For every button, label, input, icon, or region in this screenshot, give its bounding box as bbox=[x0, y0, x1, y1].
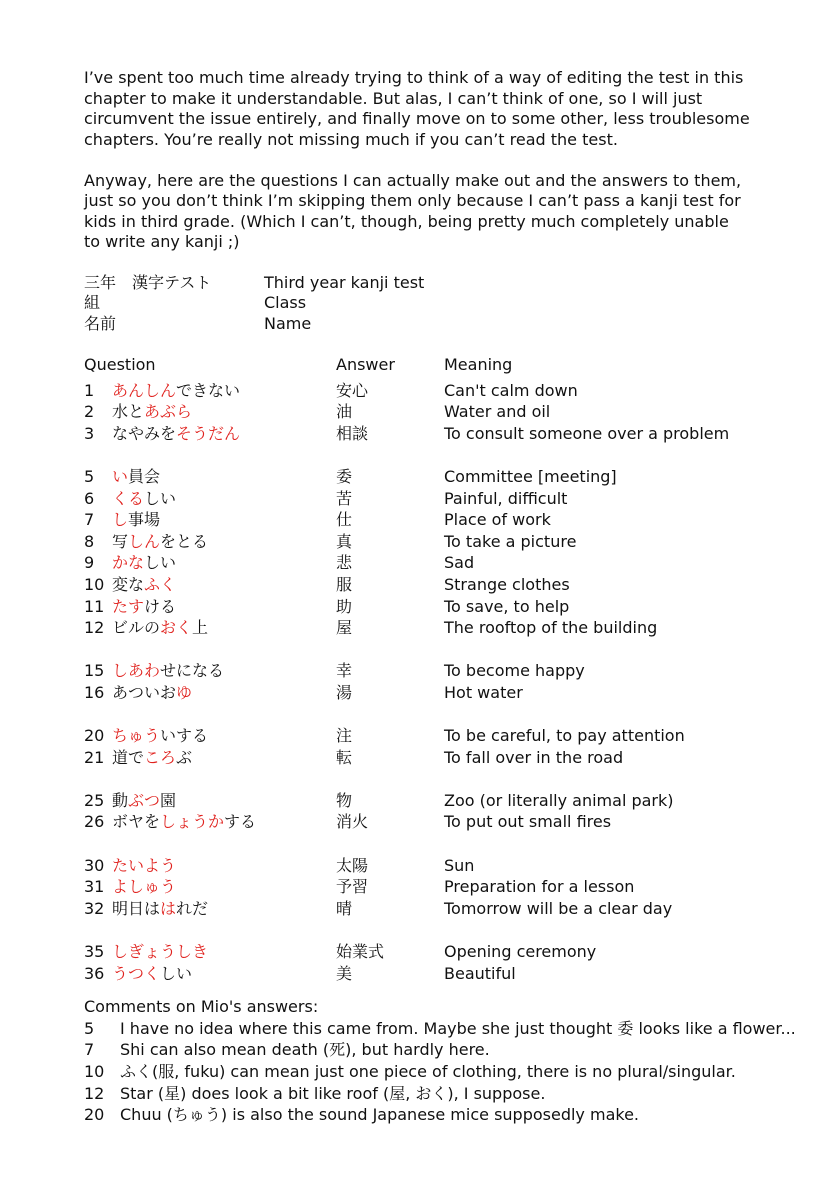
table-row bbox=[84, 790, 804, 812]
comment-number: 20 bbox=[84, 1105, 105, 1125]
answer-meaning: Beautiful bbox=[444, 963, 516, 983]
question-fixed-text: 変な bbox=[112, 574, 145, 594]
question-text bbox=[112, 466, 160, 488]
answer-kanji: 予習 bbox=[336, 877, 369, 897]
question-number: 2 bbox=[84, 402, 95, 422]
answer-kanji: 助 bbox=[336, 596, 353, 616]
answer-meaning: Strange clothes bbox=[444, 574, 570, 594]
question-text bbox=[112, 596, 176, 618]
question-blank-reading: そうだん bbox=[176, 423, 241, 443]
answer-kanji: 委 bbox=[336, 466, 353, 486]
comments-section bbox=[84, 996, 804, 1126]
question-blank-reading: ぶつ bbox=[128, 790, 161, 810]
comments-title: Comments on Mio's answers: bbox=[84, 997, 319, 1017]
document-page bbox=[84, 68, 804, 1126]
comment-item bbox=[84, 1039, 804, 1061]
answer-kanji: 真 bbox=[336, 531, 353, 551]
table-row bbox=[84, 898, 804, 920]
table-row bbox=[84, 941, 804, 963]
question-text bbox=[112, 380, 240, 402]
question-number: 7 bbox=[84, 510, 95, 530]
question-number: 11 bbox=[84, 596, 105, 616]
answer-kanji: 物 bbox=[336, 790, 353, 810]
question-text bbox=[112, 725, 208, 747]
answer-kanji: 転 bbox=[336, 747, 353, 767]
question-fixed-text: する bbox=[224, 812, 257, 832]
comment-list bbox=[84, 1018, 804, 1126]
group-spacer bbox=[84, 833, 804, 855]
comment-text: Shi can also mean death (死), but hardly here. bbox=[120, 1040, 490, 1060]
question-fixed-text: 上 bbox=[192, 618, 209, 638]
comment-text: Chuu (ちゅう) is also the sound Japanese mice supposedly make. bbox=[120, 1105, 639, 1125]
table-row bbox=[84, 963, 804, 985]
question-blank-reading: しあわ bbox=[112, 661, 161, 681]
intro-paragraph-1: I’ve spent too much time already trying to think of a way of editing the test in this chapter to make it understandable. But alas, I can’t think of one, so I will just circumvent the issue entirely, and finally move on to some other, less troublesome chapters. You’re really not missing much if you can’t read the test. bbox=[84, 68, 750, 149]
question-blank-reading: あんしん bbox=[112, 380, 177, 400]
question-number: 8 bbox=[84, 531, 95, 551]
question-number: 12 bbox=[84, 618, 105, 638]
answer-meaning: Painful, difficult bbox=[444, 488, 568, 508]
question-text bbox=[112, 574, 176, 596]
question-fixed-text: 員会 bbox=[128, 466, 161, 486]
table-row bbox=[84, 660, 804, 682]
question-number: 6 bbox=[84, 488, 95, 508]
comment-item bbox=[84, 1061, 804, 1083]
question-blank-reading: かな bbox=[112, 553, 145, 573]
question-text bbox=[112, 617, 208, 639]
comment-number: 5 bbox=[84, 1018, 95, 1038]
answer-meaning: To fall over in the road bbox=[444, 747, 624, 767]
question-blank-reading: ゆ bbox=[176, 682, 193, 702]
question-fixed-text: 道で bbox=[112, 747, 145, 767]
table-row bbox=[84, 401, 804, 423]
group-spacer bbox=[84, 768, 804, 790]
question-blank-reading: しょうか bbox=[160, 812, 225, 832]
question-fixed-text: できない bbox=[176, 380, 241, 400]
answer-kanji: 始業式 bbox=[336, 942, 385, 962]
test-header-jp: 名前 bbox=[84, 313, 117, 333]
group-spacer bbox=[84, 704, 804, 726]
question-blank-reading: あぶら bbox=[144, 402, 193, 422]
answer-kanji: 屋 bbox=[336, 618, 353, 638]
answer-kanji: 油 bbox=[336, 402, 353, 422]
comment-number: 7 bbox=[84, 1040, 95, 1060]
answer-meaning: To consult someone over a problem bbox=[444, 423, 730, 443]
question-text bbox=[112, 747, 192, 769]
comment-item bbox=[84, 1083, 804, 1105]
question-text bbox=[112, 552, 176, 574]
question-text bbox=[112, 963, 192, 985]
question-number: 1 bbox=[84, 380, 95, 400]
question-fixed-text: れだ bbox=[176, 898, 209, 918]
question-fixed-text: ビルの bbox=[112, 618, 161, 638]
answer-meaning: Preparation for a lesson bbox=[444, 877, 635, 897]
question-number: 5 bbox=[84, 466, 95, 486]
comment-text: I have no idea where this came from. Maybe she just thought 委 looks like a flower... bbox=[120, 1018, 796, 1038]
question-fixed-text: なやみを bbox=[112, 423, 177, 443]
question-text bbox=[112, 488, 176, 510]
question-blank-reading: しぎょうしき bbox=[112, 942, 209, 962]
table-row bbox=[84, 682, 804, 704]
test-header bbox=[84, 273, 804, 335]
question-text bbox=[112, 811, 256, 833]
table-header-row bbox=[84, 354, 804, 376]
group-spacer bbox=[84, 919, 804, 941]
question-blank-reading: しん bbox=[128, 531, 161, 551]
question-rows bbox=[84, 380, 804, 985]
table-row bbox=[84, 574, 804, 596]
table-row bbox=[84, 617, 804, 639]
question-text bbox=[112, 898, 208, 920]
question-number: 15 bbox=[84, 661, 105, 681]
answer-kanji: 服 bbox=[336, 574, 353, 594]
column-header-answer: Answer bbox=[336, 355, 395, 374]
test-header-jp: 三年 漢字テスト bbox=[84, 272, 212, 292]
question-number: 36 bbox=[84, 963, 105, 983]
answer-meaning: Place of work bbox=[444, 510, 551, 530]
question-fixed-text: 園 bbox=[160, 790, 177, 810]
question-fixed-text: ぶ bbox=[176, 747, 193, 767]
comment-number: 12 bbox=[84, 1083, 105, 1103]
table-row bbox=[84, 380, 804, 402]
question-fixed-text: 写 bbox=[112, 531, 129, 551]
answer-meaning: To put out small fires bbox=[444, 812, 612, 832]
table-row bbox=[84, 509, 804, 531]
answer-kanji: 消火 bbox=[336, 812, 369, 832]
table-row bbox=[84, 811, 804, 833]
question-number: 3 bbox=[84, 423, 95, 443]
answer-meaning: To take a picture bbox=[444, 531, 577, 551]
answer-kanji: 安心 bbox=[336, 380, 369, 400]
question-blank-reading: い bbox=[112, 466, 129, 486]
question-fixed-text: しい bbox=[160, 963, 193, 983]
question-text bbox=[112, 855, 176, 877]
question-fixed-text: をとる bbox=[160, 531, 209, 551]
question-text bbox=[112, 660, 224, 682]
question-number: 10 bbox=[84, 574, 105, 594]
comment-item bbox=[84, 1018, 804, 1040]
question-fixed-text: せになる bbox=[160, 661, 225, 681]
question-blank-reading: おく bbox=[160, 618, 193, 638]
column-header-meaning: Meaning bbox=[444, 355, 513, 374]
table-row bbox=[84, 855, 804, 877]
table-row bbox=[84, 596, 804, 618]
test-header-jp: 組 bbox=[84, 293, 101, 312]
table-row bbox=[84, 725, 804, 747]
question-blank-reading: たいよう bbox=[112, 855, 177, 875]
comment-text: Star (星) does look a bit like roof (屋, おく), I suppose. bbox=[120, 1083, 546, 1103]
column-header-question: Question bbox=[84, 355, 156, 374]
question-fixed-text: しい bbox=[144, 553, 177, 573]
table-row bbox=[84, 466, 804, 488]
question-fixed-text: ボヤを bbox=[112, 812, 161, 832]
answer-meaning: Can't calm down bbox=[444, 380, 578, 400]
answer-kanji: 晴 bbox=[336, 898, 353, 918]
question-blank-reading: し bbox=[112, 510, 129, 530]
intro-paragraph-2: Anyway, here are the questions I can actually make out and the answers to them, just so you don’t think I’m skipping them only because I can’t pass a kanji test for kids in third grade. (Which I can’t, though, being pretty much completely unable to write any kanji ;) bbox=[84, 170, 742, 251]
answer-meaning: Sun bbox=[444, 855, 475, 875]
test-header-row bbox=[84, 273, 804, 294]
question-text bbox=[112, 790, 176, 812]
answer-meaning: Tomorrow will be a clear day bbox=[444, 898, 673, 918]
question-fixed-text: しい bbox=[144, 488, 177, 508]
answer-meaning: Opening ceremony bbox=[444, 942, 597, 962]
question-blank-reading: は bbox=[160, 898, 177, 918]
question-fixed-text: 水と bbox=[112, 402, 145, 422]
question-number: 21 bbox=[84, 747, 105, 767]
test-header-en: Name bbox=[264, 313, 312, 333]
answer-meaning: Committee [meeting] bbox=[444, 466, 617, 486]
question-blank-reading: ちゅう bbox=[112, 726, 161, 746]
table-row bbox=[84, 423, 804, 445]
question-text bbox=[112, 401, 192, 423]
question-blank-reading: ふく bbox=[144, 574, 177, 594]
question-text bbox=[112, 509, 160, 531]
question-text bbox=[112, 423, 240, 445]
question-text bbox=[112, 876, 176, 898]
question-number: 32 bbox=[84, 898, 105, 918]
group-spacer bbox=[84, 639, 804, 661]
question-blank-reading: ころ bbox=[144, 747, 177, 767]
question-fixed-text: 動 bbox=[112, 790, 129, 810]
table-row bbox=[84, 747, 804, 769]
question-number: 26 bbox=[84, 812, 105, 832]
comment-text: ふく(服, fuku) can mean just one piece of clothing, there is no plural/singular. bbox=[120, 1062, 736, 1081]
answer-kanji: 相談 bbox=[336, 423, 369, 443]
question-fixed-text: ける bbox=[144, 596, 177, 616]
answer-kanji: 注 bbox=[336, 726, 353, 746]
answer-kanji: 太陽 bbox=[336, 855, 369, 875]
table-row bbox=[84, 488, 804, 510]
question-number: 35 bbox=[84, 942, 105, 962]
test-header-en: Class bbox=[264, 293, 307, 312]
table-row bbox=[84, 876, 804, 898]
question-fixed-text: いする bbox=[160, 726, 209, 746]
question-text bbox=[112, 531, 208, 553]
test-header-row bbox=[84, 293, 804, 314]
question-number: 31 bbox=[84, 877, 105, 897]
question-number: 16 bbox=[84, 682, 105, 702]
question-number: 9 bbox=[84, 553, 95, 573]
question-blank-reading: くる bbox=[112, 488, 145, 508]
question-blank-reading: たす bbox=[112, 596, 145, 616]
comment-number: 10 bbox=[84, 1062, 105, 1081]
test-header-row bbox=[84, 314, 804, 335]
question-number: 30 bbox=[84, 855, 105, 875]
test-header-en: Third year kanji test bbox=[264, 272, 425, 292]
answer-kanji: 仕 bbox=[336, 510, 353, 530]
question-blank-reading: うつく bbox=[112, 963, 161, 983]
table-row bbox=[84, 552, 804, 574]
question-text bbox=[112, 941, 208, 963]
answer-kanji: 苦 bbox=[336, 488, 353, 508]
answer-kanji: 悲 bbox=[336, 553, 353, 573]
answer-meaning: The rooftop of the building bbox=[444, 618, 658, 638]
question-fixed-text: 事場 bbox=[128, 510, 161, 530]
comment-item bbox=[84, 1104, 804, 1126]
answer-kanji: 幸 bbox=[336, 661, 353, 681]
answer-meaning: Zoo (or literally animal park) bbox=[444, 790, 674, 810]
answer-kanji: 湯 bbox=[336, 682, 353, 702]
question-number: 20 bbox=[84, 726, 105, 746]
answer-meaning: Water and oil bbox=[444, 402, 551, 422]
answer-kanji: 美 bbox=[336, 963, 353, 983]
question-fixed-text: 明日は bbox=[112, 898, 161, 918]
table-row bbox=[84, 531, 804, 553]
question-fixed-text: あついお bbox=[112, 682, 177, 702]
answer-meaning: To save, to help bbox=[444, 596, 570, 616]
question-number: 25 bbox=[84, 790, 105, 810]
answer-meaning: Hot water bbox=[444, 682, 523, 702]
group-spacer bbox=[84, 444, 804, 466]
answer-meaning: To become happy bbox=[444, 661, 585, 681]
question-blank-reading: よしゅう bbox=[112, 877, 177, 897]
question-text bbox=[112, 682, 192, 704]
answer-meaning: Sad bbox=[444, 553, 475, 573]
question-table bbox=[84, 354, 804, 984]
answer-meaning: To be careful, to pay attention bbox=[444, 726, 685, 746]
